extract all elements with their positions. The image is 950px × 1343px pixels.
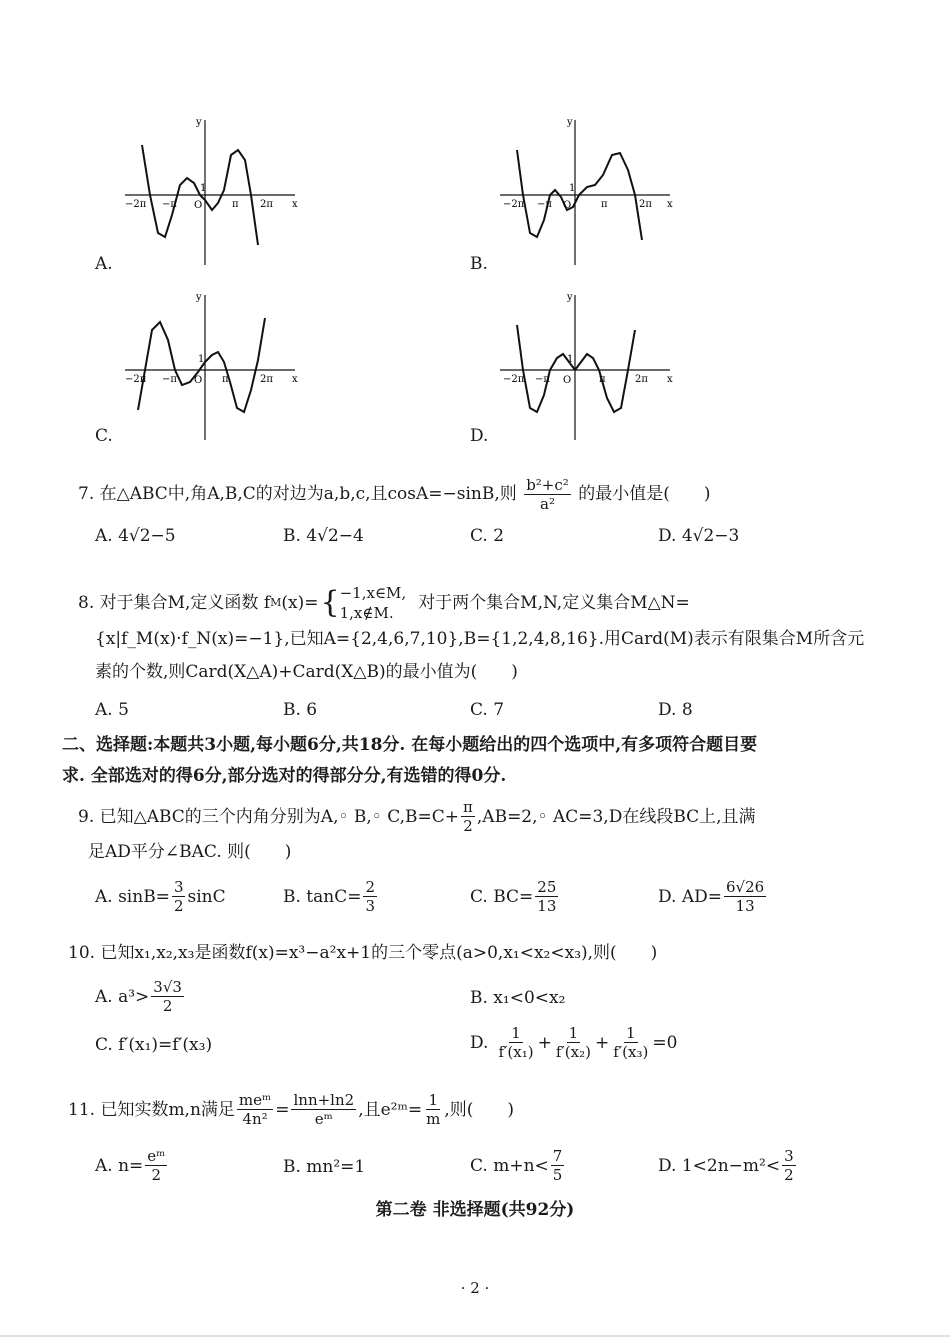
tick-negpi-label: −π bbox=[537, 199, 552, 210]
part-2-title: 第二卷 非选择题(共92分) bbox=[375, 1200, 575, 1220]
q11-frac1 bbox=[237, 1091, 273, 1128]
tick-negpi-label: −π bbox=[162, 374, 177, 385]
graph-option-b bbox=[495, 115, 685, 270]
q11-f2-num: lnn+ln2 bbox=[293, 1091, 355, 1109]
x-axis-label: x bbox=[667, 374, 673, 385]
q7-stem-text: 7. 在△ABC中,角A,B,C的对边为a,b,c,且cosA=−sinB,则 bbox=[78, 484, 517, 504]
q9-optb-num: 2 bbox=[365, 878, 376, 896]
q9-opta-den: 2 bbox=[173, 897, 184, 915]
q10-optd-num2: 1 bbox=[568, 1024, 579, 1042]
q8-cases bbox=[340, 583, 407, 623]
tick-neg2pi-label: −2π bbox=[125, 374, 147, 385]
q9-optc-a: C. BC= bbox=[470, 886, 534, 907]
q10-optd-frac2 bbox=[554, 1024, 593, 1061]
tick-negpi-label: −π bbox=[162, 199, 177, 210]
q10-optd-den2: f′(x₂) bbox=[555, 1043, 591, 1061]
q11-optd-a: D. 1<2n−m²< bbox=[658, 1155, 781, 1176]
q10-option-a bbox=[95, 978, 186, 1015]
question-9-line1 bbox=[78, 798, 756, 835]
y-axis-label: y bbox=[196, 117, 202, 128]
q11-opta-a: A. n= bbox=[95, 1155, 144, 1176]
q10-optd-frac1 bbox=[496, 1024, 535, 1061]
q10-optd-frac3 bbox=[611, 1024, 650, 1061]
q10-option-d bbox=[470, 1024, 677, 1061]
q9-option-a bbox=[95, 878, 226, 915]
tick-pi-label: π bbox=[222, 374, 229, 385]
q11-optc-den: 5 bbox=[552, 1166, 563, 1184]
q9-pi-den: 2 bbox=[463, 817, 473, 835]
q10-opta-den: 2 bbox=[162, 997, 173, 1015]
q7-option-a: A. 4√2−5 bbox=[95, 526, 176, 546]
bottom-divider bbox=[0, 1335, 950, 1337]
origin-label: O bbox=[563, 200, 572, 211]
origin-label: O bbox=[563, 375, 572, 386]
q10-optd-den3: f′(x₃) bbox=[613, 1043, 649, 1061]
q10-optd-a: D. bbox=[470, 1032, 489, 1053]
q10-opta-num: 3√3 bbox=[153, 978, 182, 996]
y-axis-label: y bbox=[196, 292, 202, 303]
option-letter-b: B. bbox=[470, 254, 488, 274]
q11-option-a bbox=[95, 1147, 169, 1184]
q9-optb-a: B. tanC= bbox=[283, 886, 362, 907]
q9-optb-den: 3 bbox=[365, 897, 376, 915]
tick-negpi-label: −π bbox=[535, 374, 550, 385]
tick-one-label: 1 bbox=[569, 183, 576, 194]
graph-d-svg bbox=[495, 290, 685, 445]
q9-option-d bbox=[658, 878, 768, 915]
q10-optd-plus1: + bbox=[537, 1032, 552, 1053]
q9-optd-den: 13 bbox=[735, 897, 755, 915]
q10-optd-num3: 1 bbox=[626, 1024, 636, 1042]
tick-2pi-label: 2π bbox=[260, 199, 273, 210]
q7-frac-num: b²+c² bbox=[526, 476, 569, 494]
graph-a-svg bbox=[120, 115, 310, 270]
q9-opta-frac bbox=[172, 878, 186, 915]
tick-pi-label: π bbox=[601, 199, 608, 210]
q11-f3-num: 1 bbox=[428, 1091, 439, 1109]
option-letter-c: C. bbox=[95, 426, 113, 446]
q8-line1-c: 对于两个集合M,N,定义集合M△N= bbox=[418, 593, 690, 613]
q9-optc-num: 25 bbox=[537, 878, 557, 896]
tick-pi-label: π bbox=[232, 199, 239, 210]
y-axis-label: y bbox=[567, 292, 573, 303]
q9-opta-b: sinC bbox=[187, 886, 226, 907]
q11-frac2 bbox=[291, 1091, 356, 1128]
tick-one-label: 1 bbox=[567, 354, 574, 365]
q9-optd-a: D. AD= bbox=[658, 886, 722, 907]
q10-optd-eq0: =0 bbox=[652, 1032, 678, 1053]
question-8-line1 bbox=[78, 583, 690, 623]
q11-optd-den: 2 bbox=[784, 1166, 794, 1184]
option-letter-d: D. bbox=[470, 426, 489, 446]
q7-frac-den: a² bbox=[540, 495, 555, 513]
q9-opta-a: A. sinB= bbox=[95, 886, 170, 907]
q10-opta-a: A. a³> bbox=[95, 986, 150, 1007]
x-axis-label: x bbox=[292, 199, 298, 210]
y-axis-label: y bbox=[567, 117, 573, 128]
q11-frac3 bbox=[424, 1091, 442, 1128]
q9-line1-a: 9. 已知△ABC的三个内角分别为A,◦ B,◦ C,B=C+ bbox=[78, 806, 460, 827]
question-8-line2: {x|f_M(x)·f_N(x)=−1},已知A={2,4,6,7,10},B={1,2,4,8,16}.用Card(M)表示有限集合M所含元 bbox=[95, 629, 865, 649]
graph-option-c bbox=[120, 290, 310, 445]
q11-optc-a: C. m+n< bbox=[470, 1155, 549, 1176]
q11-optd-num: 3 bbox=[784, 1147, 794, 1165]
q9-option-b bbox=[283, 878, 379, 915]
q7-option-d: D. 4√2−3 bbox=[658, 526, 740, 546]
q11-optd-frac bbox=[782, 1147, 796, 1184]
q11-option-d bbox=[658, 1147, 798, 1184]
q10-opta-frac bbox=[151, 978, 184, 1015]
graph-b-svg bbox=[495, 115, 685, 270]
q9-option-c bbox=[470, 878, 560, 915]
q9-pi-frac bbox=[461, 798, 475, 835]
graph-c-svg bbox=[120, 290, 310, 445]
curve-c bbox=[138, 318, 265, 412]
x-axis-label: x bbox=[667, 199, 673, 210]
q11-f1-den: 4n² bbox=[242, 1110, 268, 1128]
q11-opta-den: 2 bbox=[151, 1166, 162, 1184]
tick-one-label: 1 bbox=[200, 183, 207, 194]
question-9-line2: 足AD平分∠BAC. 则( ) bbox=[88, 842, 292, 862]
tick-neg2pi-label: −2π bbox=[503, 199, 525, 210]
graph-option-d bbox=[495, 290, 685, 445]
q11-eq: = bbox=[275, 1099, 290, 1120]
q8-line1-a: 8. 对于集合M,定义函数 f bbox=[78, 593, 271, 613]
q11-opta-frac bbox=[145, 1147, 167, 1184]
q8-option-a: A. 5 bbox=[95, 700, 129, 720]
q11-stem-c: ,则( ) bbox=[444, 1099, 515, 1120]
q7-fraction bbox=[524, 476, 571, 513]
q9-optd-frac bbox=[724, 878, 766, 915]
q10-option-c: C. f′(x₁)=f′(x₃) bbox=[95, 1035, 213, 1055]
q8-line1-b: (x)= bbox=[281, 593, 319, 613]
q9-optc-den: 13 bbox=[537, 897, 557, 915]
q9-pi-num: π bbox=[463, 798, 473, 816]
q10-optd-num1: 1 bbox=[511, 1024, 521, 1042]
question-7-stem bbox=[78, 476, 710, 513]
q8-sub: M bbox=[270, 596, 282, 609]
q11-option-b: B. mn²=1 bbox=[283, 1157, 366, 1177]
origin-label: O bbox=[194, 375, 203, 386]
q9-optb-frac bbox=[363, 878, 377, 915]
q7-option-c: C. 2 bbox=[470, 526, 505, 546]
tick-one-label: 1 bbox=[198, 354, 205, 365]
q8-case1: −1,x∈M, bbox=[339, 584, 407, 602]
q7-tail: 的最小值是( ) bbox=[578, 484, 711, 504]
curve-d bbox=[517, 325, 635, 412]
origin-label: O bbox=[194, 200, 203, 211]
q10-optd-den1: f′(x₁) bbox=[498, 1043, 534, 1061]
q8-option-b: B. 6 bbox=[283, 700, 318, 720]
q11-opta-num: eᵐ bbox=[147, 1147, 166, 1165]
q8-option-d: D. 8 bbox=[658, 700, 693, 720]
q11-optc-frac bbox=[551, 1147, 565, 1184]
x-axis-label: x bbox=[292, 374, 298, 385]
page-number: · 2 · bbox=[460, 1279, 490, 1297]
question-11-stem bbox=[68, 1091, 514, 1128]
section-2-heading-line1: 二、选择题:本题共3小题,每小题6分,共18分. 在每小题给出的四个选项中,有多项符合题目要 bbox=[62, 735, 758, 755]
section-2-heading-line2: 求. 全部选对的得6分,部分选对的得部分分,有选错的得0分. bbox=[62, 766, 507, 786]
tick-neg2pi-label: −2π bbox=[125, 199, 147, 210]
tick-2pi-label: 2π bbox=[635, 374, 648, 385]
q7-option-b: B. 4√2−4 bbox=[283, 526, 364, 546]
q9-opta-num: 3 bbox=[173, 878, 184, 896]
q11-optc-num: 7 bbox=[552, 1147, 563, 1165]
question-10-stem: 10. 已知x₁,x₂,x₃是函数f(x)=x³−a²x+1的三个零点(a>0,x₁<x₂<x₃),则( ) bbox=[68, 943, 658, 963]
option-letter-a: A. bbox=[95, 254, 113, 274]
graph-option-a bbox=[120, 115, 310, 270]
q8-option-c: C. 7 bbox=[470, 700, 505, 720]
q11-stem-b: ,且e²ᵐ= bbox=[358, 1099, 423, 1120]
q11-f2-den: eᵐ bbox=[314, 1110, 333, 1128]
q9-line1-b: ,AB=2,◦ AC=3,D在线段BC上,且满 bbox=[476, 806, 756, 827]
q8-brace: { bbox=[320, 585, 340, 620]
tick-neg2pi-label: −2π bbox=[503, 374, 525, 385]
q11-stem-a: 11. 已知实数m,n满足 bbox=[68, 1099, 235, 1120]
tick-pi-label: π bbox=[599, 374, 606, 385]
question-8-line3: 素的个数,则Card(X△A)+Card(X△B)的最小值为( ) bbox=[95, 662, 518, 682]
tick-2pi-label: 2π bbox=[639, 199, 652, 210]
q11-f3-den: m bbox=[426, 1110, 441, 1128]
q10-optd-plus2: + bbox=[594, 1032, 610, 1053]
q8-case2: 1,x∉M. bbox=[339, 604, 394, 622]
q9-optc-frac bbox=[535, 878, 558, 915]
q11-option-c bbox=[470, 1147, 566, 1184]
tick-2pi-label: 2π bbox=[260, 374, 273, 385]
q11-f1-num: meᵐ bbox=[238, 1091, 272, 1109]
q9-optd-num: 6√26 bbox=[725, 878, 765, 896]
q10-option-b: B. x₁<0<x₂ bbox=[470, 988, 566, 1008]
